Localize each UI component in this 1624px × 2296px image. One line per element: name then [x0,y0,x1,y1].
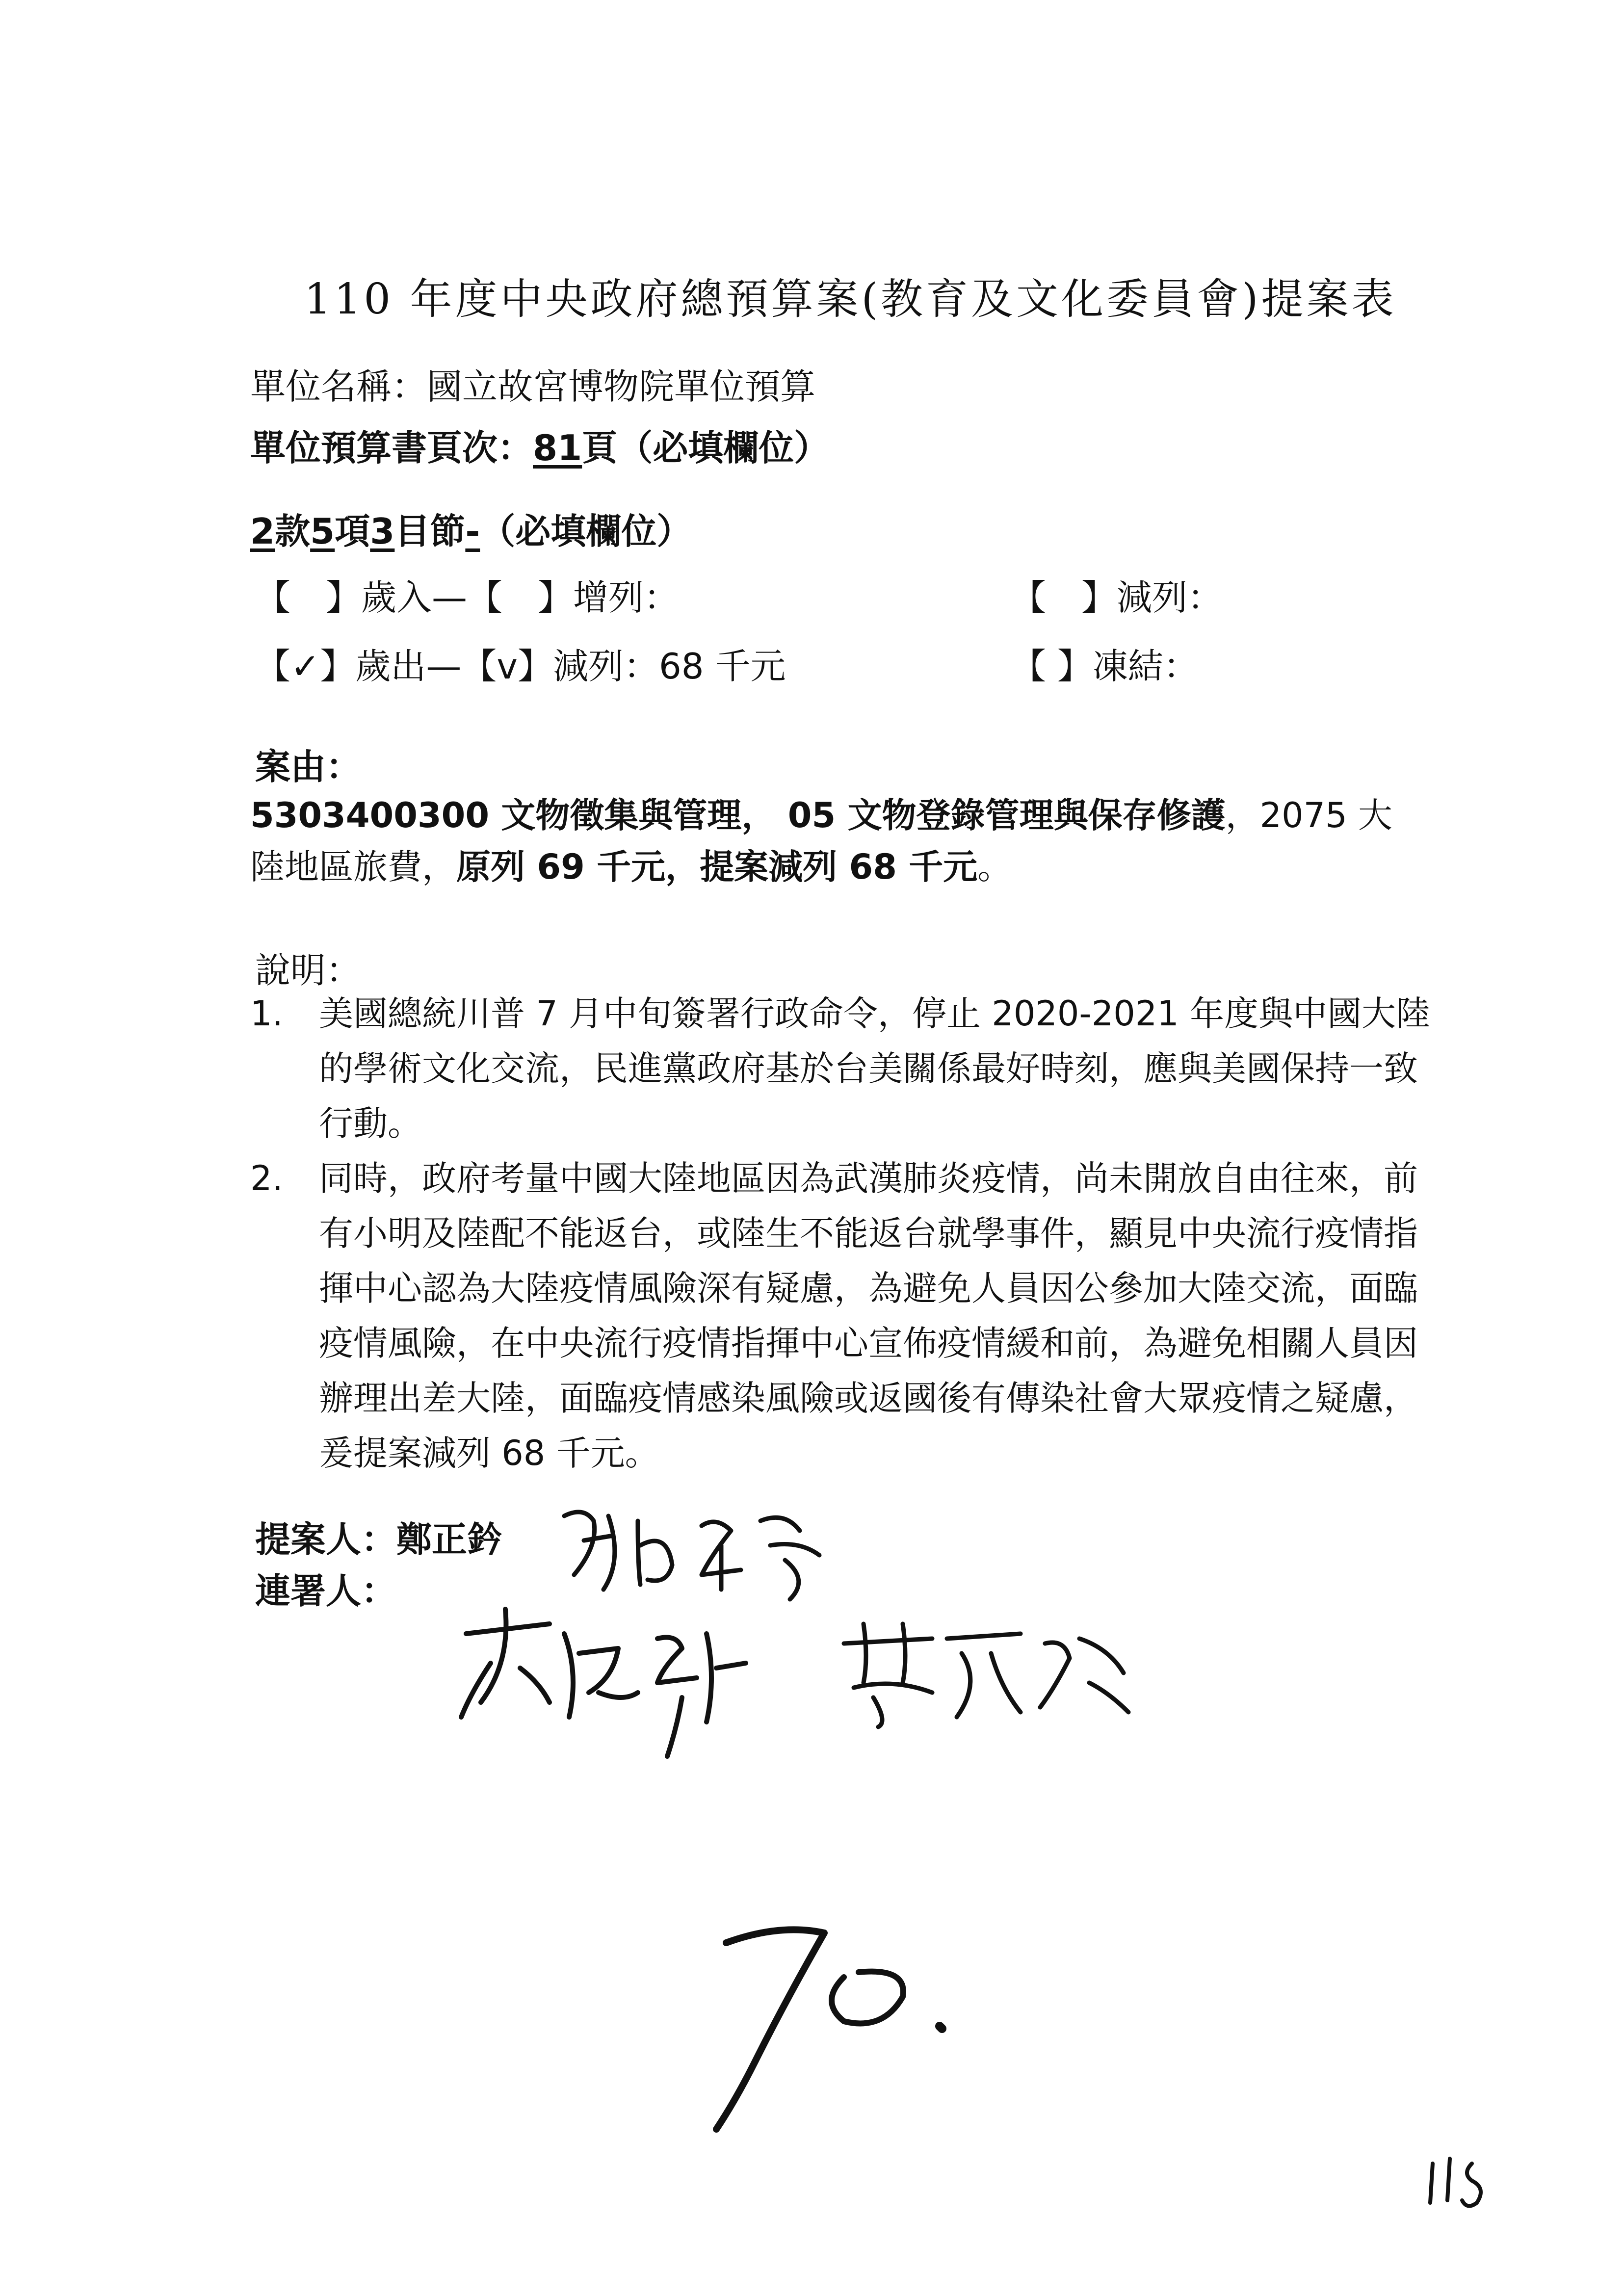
reason-line1-tail: ，2075 大 [1225,795,1392,835]
kuan-label: 款 [275,511,311,552]
mu-value: 3 [370,511,395,552]
freeze-option: 【 】凍結： [1011,646,1199,687]
cosigner-signature [451,1604,756,1766]
unit-value: 國立故宮博物院單位預算 [427,366,816,407]
proposer-signature [554,1487,839,1599]
required-note: （必填欄位） [480,511,692,552]
page-title: 110 年度中央政府總預算案(教育及文化委員會)提案表 [304,275,1397,324]
page-number-handwritten [1423,2144,1511,2218]
reason-label: 案由： [255,746,362,787]
expense-option: 【✓】歲出—【v】減列：68 千元 [255,646,786,687]
unit-line [250,358,815,409]
page-ref-label: 單位預算書頁次： [250,427,533,469]
cosigner-signature [834,1609,1138,1732]
handwritten-annotation [697,1904,971,2139]
proposer-name: 鄭正鈐 [396,1519,503,1560]
unit-label: 單位名稱： [250,366,427,407]
revenue-option: 【 】歲入—【 】增列： [255,577,680,618]
page-ref-line [250,419,829,470]
reason-line2-plain: 陸地區旅費， [250,847,456,887]
page-ref-suffix: 頁（必填欄位） [582,427,830,469]
explanation-item-number: 1. [250,993,283,1034]
explanation-item [250,986,1438,1151]
page-ref-value: 81 [533,427,582,469]
reason-line1-bold: 5303400300 文物徵集與管理， 05 文物登錄管理與保存修護 [250,795,1226,835]
explanation-item-text: 美國總統川普 7 月中旬簽署行政命令，停止 2020-2021 年度與中國大陸的學術文化交流，民進黨政府基於台美關係最好時刻，應與美國保持一致行動。 [319,993,1431,1144]
kuan-value: 2 [250,511,275,552]
explanation-label: 說明： [255,950,362,991]
reason-line2-bold: 原列 69 千元，提案減列 68 千元 [456,847,978,887]
xiang-label: 項 [335,511,370,552]
mu-label: 目節 [394,511,466,552]
revenue-cut-option: 【 】減列： [1011,577,1223,618]
reason-line2-end: 。 [977,847,1012,887]
reason-line-1 [250,790,1392,841]
proposer-line [255,1511,502,1562]
budget-item-line [250,503,692,554]
explanation-item-text: 同時，政府考量中國大陸地區因為武漢肺炎疫情，尚未開放自由往來，前有小明及陸配不能返台，或陸生不能返台就學事件，顯見中央流行疫情指揮中心認為大陸疫情風險深有疑慮，為避免人員因公參加大陸交流，面臨疫情風險，在中央流行疫情指揮中心宣佈疫情緩和前，為避免相關人員因辦理出差大陸，面臨疫情感染風險或返國後有傳染社會大眾疫情之疑慮，爰提案減列 68 千元。 [319,1158,1418,1473]
xiang-value: 5 [310,511,335,552]
explanation-list [250,986,1438,1481]
reason-line-2 [250,841,1012,892]
jie-value: - [465,511,480,552]
explanation-item-number: 2. [250,1158,283,1199]
explanation-item [250,1151,1438,1481]
proposer-label: 提案人： [255,1519,397,1560]
cosigner-label: 連署人： [255,1570,397,1612]
